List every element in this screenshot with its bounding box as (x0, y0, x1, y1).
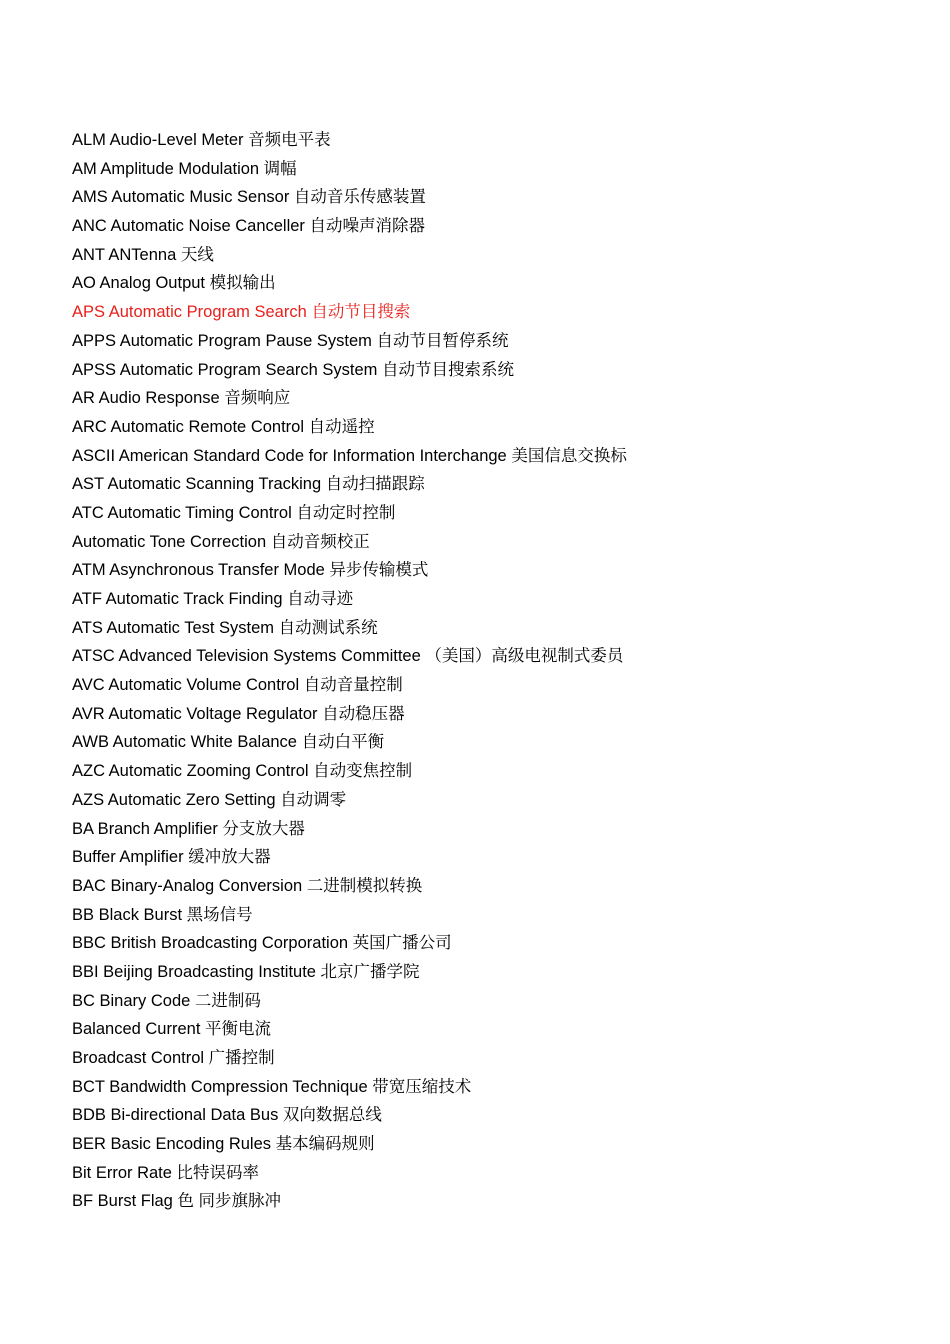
glossary-entry: ARC Automatic Remote Control 自动遥控 (72, 417, 375, 436)
glossary-entry: BBC British Broadcasting Corporation 英国广播公司 (72, 934, 452, 953)
glossary-entry: APPS Automatic Program Pause System 自动节目暂停系统 (72, 331, 509, 350)
glossary-entry: ATS Automatic Test System 自动测试系统 (72, 618, 378, 637)
glossary-entry: BA Branch Amplifier 分支放大器 (72, 819, 305, 838)
glossary-entry: BDB Bi-directional Data Bus 双向数据总线 (72, 1106, 382, 1125)
glossary-entry: APSS Automatic Program Search System 自动节目搜索系统 (72, 360, 514, 379)
glossary-entry: Buffer Amplifier 缓冲放大器 (72, 848, 271, 867)
glossary-entry: Automatic Tone Correction 自动音频校正 (72, 532, 370, 551)
glossary-entry-highlighted: APS Automatic Program Search 自动节目搜索 (72, 303, 411, 322)
glossary-entry: ANC Automatic Noise Canceller 自动噪声消除器 (72, 217, 426, 236)
glossary-entry: AO Analog Output 模拟输出 (72, 274, 276, 293)
glossary-entry: BBI Beijing Broadcasting Institute 北京广播学院 (72, 962, 420, 981)
glossary-entry: AZC Automatic Zooming Control 自动变焦控制 (72, 762, 413, 781)
glossary-entry: ATF Automatic Track Finding 自动寻迹 (72, 590, 354, 608)
glossary-entry: BB Black Burst 黑场信号 (72, 905, 253, 924)
glossary-entry: AVC Automatic Volume Control 自动音量控制 (72, 676, 403, 695)
glossary-entry: BC Binary Code 二进制码 (72, 991, 261, 1010)
glossary-entry: AMS Automatic Music Sensor 自动音乐传感装置 (72, 188, 426, 207)
glossary-entry: AZS Automatic Zero Setting 自动调零 (72, 790, 347, 809)
glossary-entry: AR Audio Response 音频响应 (72, 389, 291, 408)
glossary-entry: AWB Automatic White Balance 自动白平衡 (72, 733, 385, 752)
glossary-entry: BCT Bandwidth Compression Technique 带宽压缩技术 (72, 1077, 472, 1096)
glossary-page (72, 126, 932, 1216)
glossary-entry: Bit Error Rate 比特误码率 (72, 1163, 260, 1182)
glossary-entry: Broadcast Control 广播控制 (72, 1049, 275, 1067)
glossary-entry: ATSC Advanced Television Systems Committee （美国）高级电视制式委员 (72, 647, 624, 666)
glossary-entry: BF Burst Flag 色 同步旗脉冲 (72, 1192, 282, 1211)
glossary-entry: BER Basic Encoding Rules 基本编码规则 (72, 1135, 375, 1154)
glossary-entry: ANT ANTenna 天线 (72, 245, 214, 264)
glossary-entry: ATM Asynchronous Transfer Mode 异步传输模式 (72, 561, 429, 580)
glossary-list (72, 126, 932, 1216)
glossary-entry: ASCII American Standard Code for Information Interchange 美国信息交换标 (72, 446, 627, 465)
glossary-entry: Balanced Current 平衡电流 (72, 1020, 271, 1039)
glossary-entry: ATC Automatic Timing Control 自动定时控制 (72, 503, 396, 522)
glossary-entry: AST Automatic Scanning Tracking 自动扫描跟踪 (72, 475, 425, 494)
glossary-entry: ALM Audio-Level Meter 音频电平表 (72, 131, 331, 149)
glossary-entry: BAC Binary-Analog Conversion 二进制模拟转换 (72, 876, 423, 895)
glossary-entry: AM Amplitude Modulation 调幅 (72, 159, 297, 178)
glossary-entry: AVR Automatic Voltage Regulator 自动稳压器 (72, 704, 405, 723)
